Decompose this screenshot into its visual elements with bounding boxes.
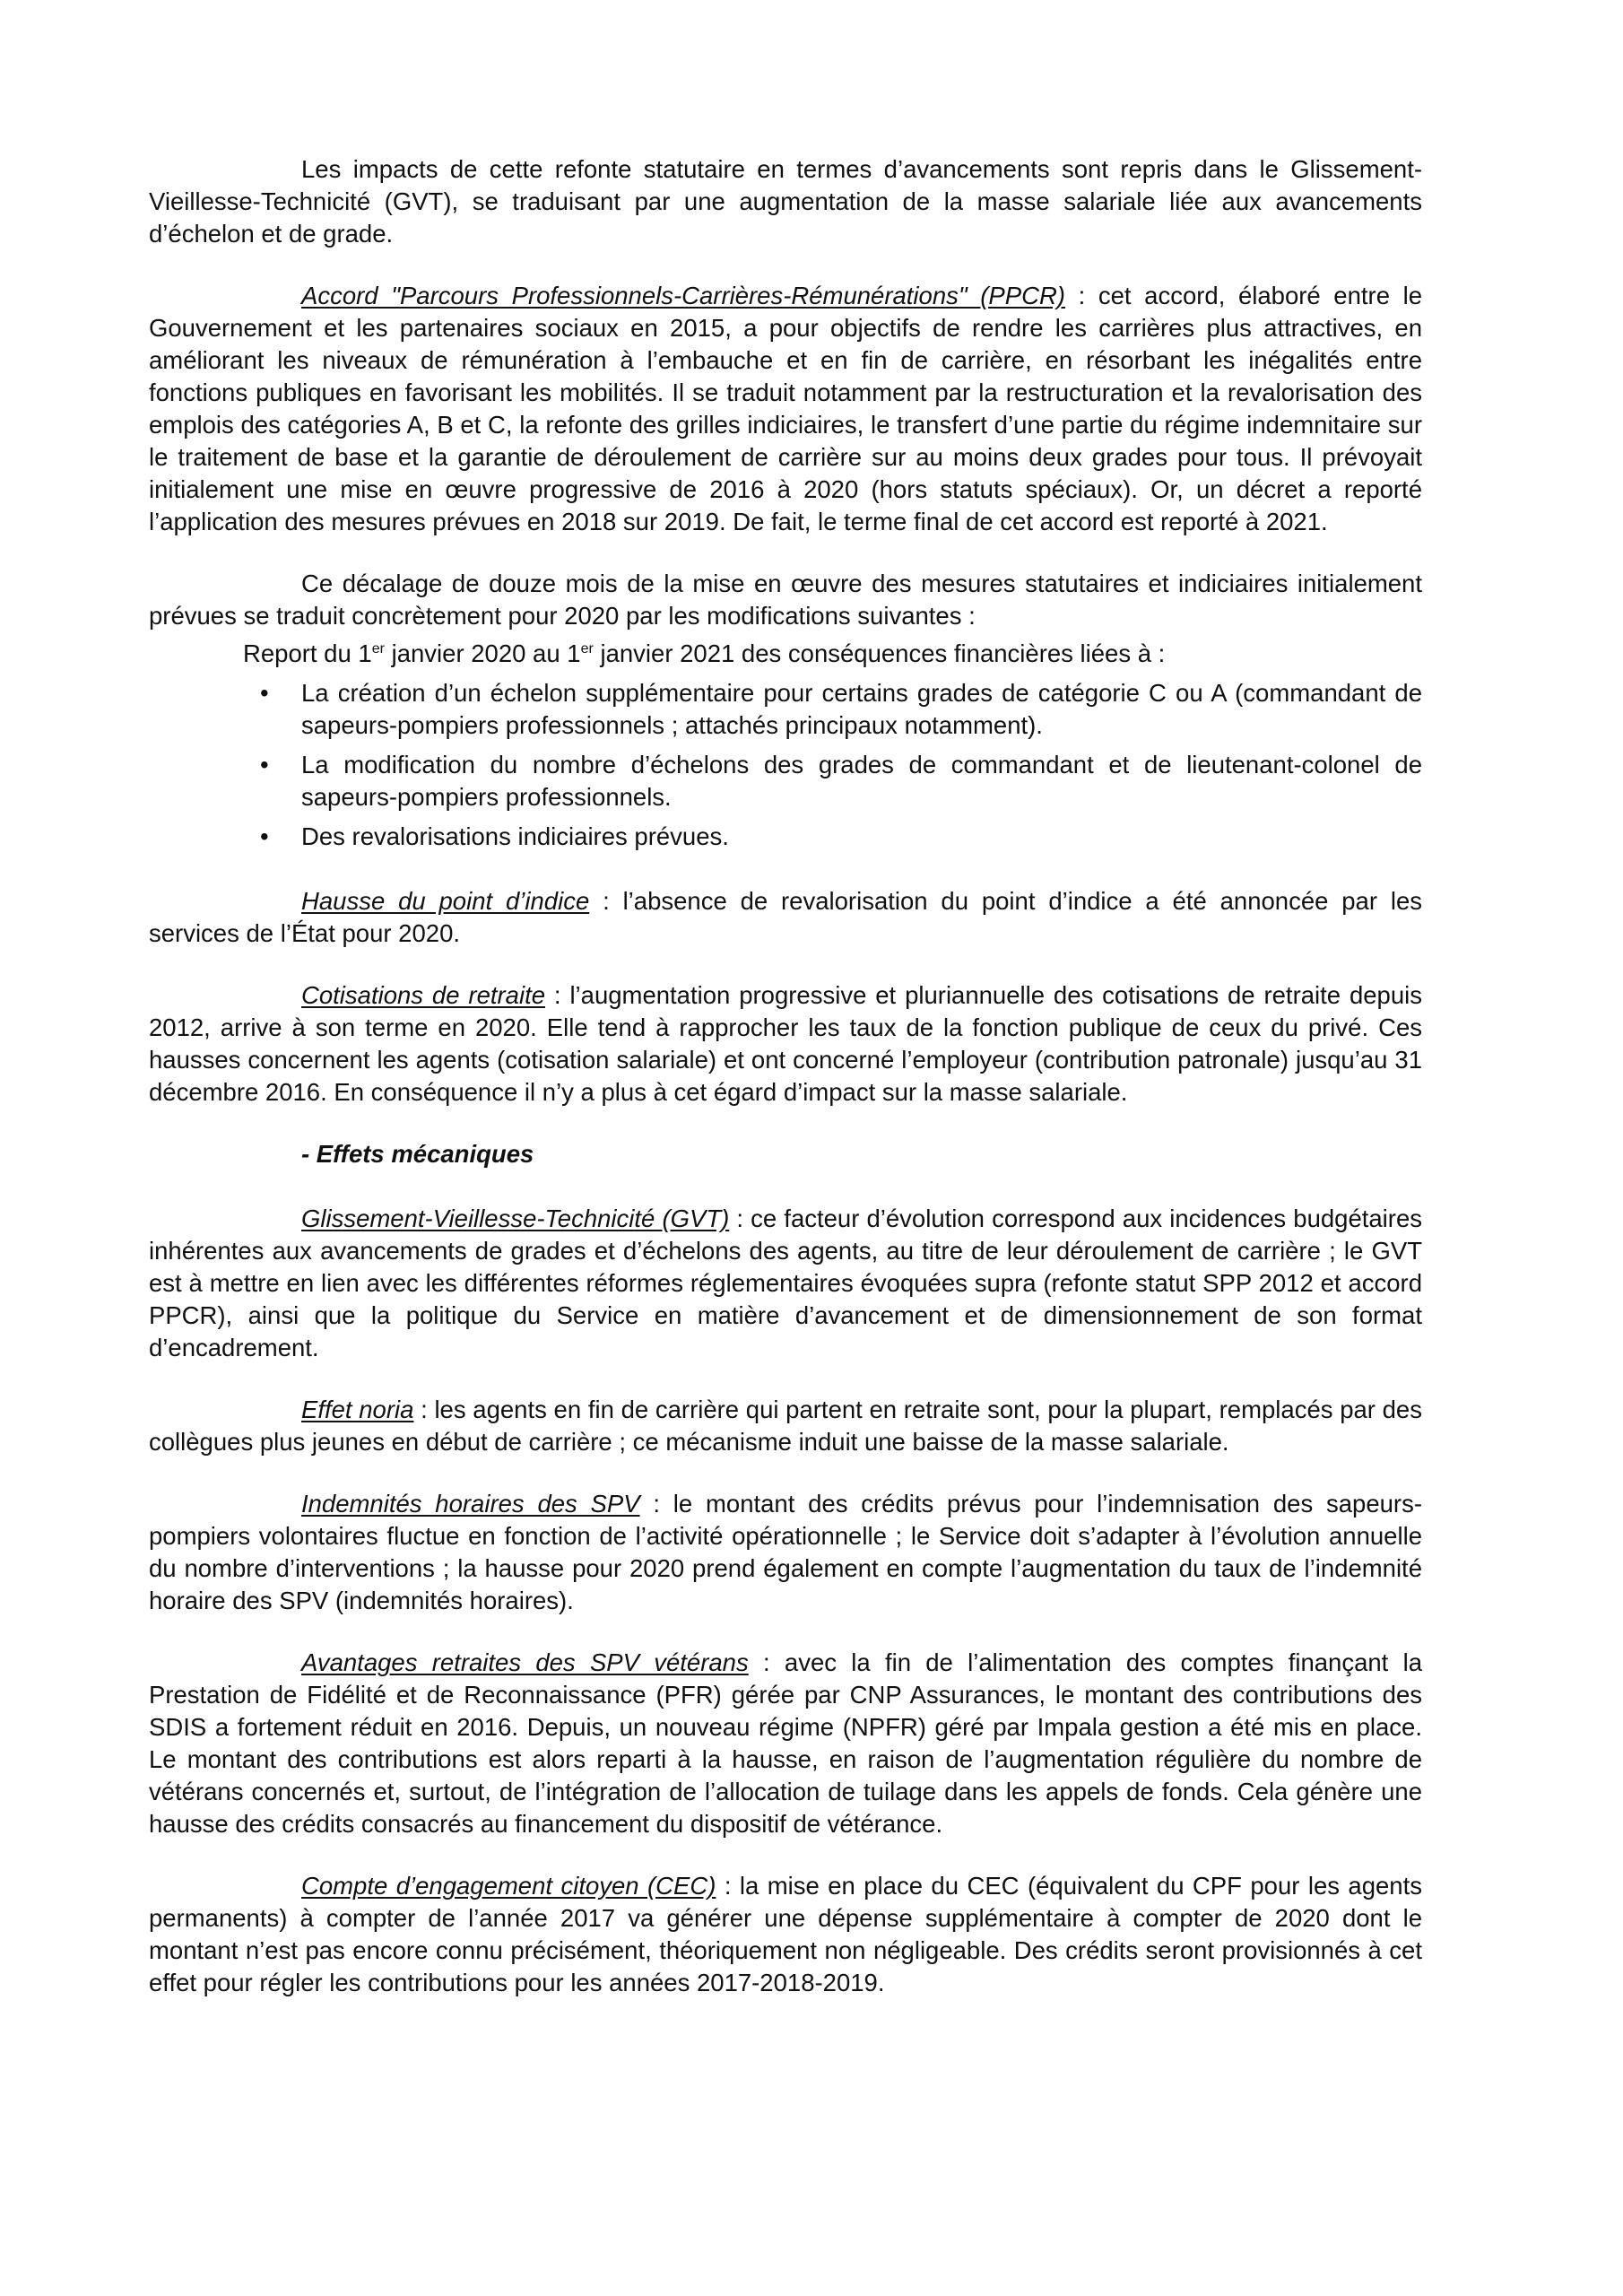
paragraph-indemnites-spv	[149, 1488, 1422, 1617]
term-indemnites-spv: Indemnités horaires des SPV	[301, 1490, 640, 1518]
list-item	[260, 677, 1422, 742]
bullet-icon: •	[260, 751, 269, 778]
paragraph-text: : le montant des crédits prévus pour l’indemnisation des sapeurs-pompiers volontaires fluctue en fonction de l’activité opérationnelle ; le Service doit s’adapter à l’évolution annuelle du nombre d’interventions ; la hausse pour 2020 prend également en compte l’augmentation du taux de l’indemnité horaire des SPV (indemnités horaires).	[149, 1490, 1422, 1614]
term-veterans: Avantages retraites des SPV vétérans	[301, 1648, 749, 1676]
document-page	[149, 153, 1422, 2029]
paragraph-text: : l’absence de revalorisation du point d’indice a été annoncée par les services de l’État pour 2020.	[149, 887, 1422, 947]
paragraph-decalage	[149, 568, 1422, 632]
paragraph-text: : l’augmentation progressive et pluriannuelle des cotisations de retraite depuis 2012, arrive à son terme en 2020. Elle tend à rapprocher les taux de la fonction publique de ceux du privé. Ces hausses concernent les agents (cotisation salariale) et ont concerné l’employeur (contribution patronale) jusqu’au 31 décembre 2016. En conséquence il n’y a plus à cet égard d’impact sur la masse salariale.	[149, 981, 1422, 1106]
paragraph-text: : cet accord, élaboré entre le Gouvernement et les partenaires sociaux en 2015, a pour objectifs de rendre les carrières plus attractives, en améliorant les niveaux de rémunération à l’embauche et en fin de carrière, en résorbant les inégalités entre fonctions publiques en favorisant les mobilités. Il se traduit notamment par la restructuration et la revalorisation des emplois des catégories A, B et C, la refonte des grilles indiciaires, le transfert d’une partie du régime indemnitaire sur le traitement de base et la garantie de déroulement de carrière sur au moins deux grades pour tous. Il prévoyait initialement une mise en œuvre progressive de 2016 à 2020 (hors statuts spéciaux). Or, un décret a reporté l’application des mesures prévues en 2018 sur 2019. De fait, le terme final de cet accord est reporté à 2021.	[149, 282, 1423, 535]
paragraph-refonte-impacts	[149, 153, 1422, 250]
paragraph-veterans	[149, 1647, 1422, 1840]
paragraph-noria	[149, 1394, 1422, 1458]
paragraph-cotisations	[149, 979, 1422, 1109]
report-line	[149, 638, 1422, 670]
term-point-indice: Hausse du point d’indice	[301, 887, 590, 915]
paragraph-cec	[149, 1870, 1422, 1999]
term-noria: Effet noria	[301, 1396, 414, 1423]
paragraph-text: : ce facteur d’évolution correspond aux incidences budgétaires inhérentes aux avancements de grades et d’échelons des agents, au titre de leur déroulement de carrière ; le GVT est à mettre en lien avec les différentes réformes réglementaires évoquées supra (refonte statut SPP 2012 et accord PPCR), ainsi que la politique du Service en matière d’avancement et de dimensionnement de son format d’encadrement.	[149, 1205, 1422, 1361]
list-item-text: Des revalorisations indiciaires prévues.	[301, 822, 729, 850]
report-text-2: janvier 2020 au 1	[384, 639, 581, 667]
term-cec: Compte d’engagement citoyen (CEC)	[301, 1872, 716, 1900]
paragraph-text: Les impacts de cette refonte statutaire en termes d’avancements sont repris dans le Glissement-Vieillesse-Technicité (GVT), se traduisant par une augmentation de la masse salariale liée aux avancements d’échelon et de grade.	[149, 155, 1422, 248]
paragraph-text: : les agents en fin de carrière qui partent en retraite sont, pour la plupart, remplacés par des collègues plus jeunes en début de carrière ; ce mécanisme induit une baisse de la masse salariale.	[149, 1396, 1422, 1456]
report-text-1: Report du 1	[243, 639, 372, 667]
bullet-icon: •	[260, 822, 269, 850]
paragraph-text: : avec la fin de l’alimentation des comptes finançant la Prestation de Fidélité et de Reconnaissance (PFR) gérée par CNP Assurances, le montant des contributions des SDIS a fortement réduit en 2016. Depuis, un nouveau régime (NPFR) géré par Impala gestion a été mis en place. Le montant des contributions est alors reparti à la hausse, en raison de l’augmentation régulière du nombre de vétérans concernés et, surtout, de l’intégration de l’allocation de tuilage dans les appels de fonds. Cela génère une hausse des crédits consacrés au financement du dispositif de vétérance.	[149, 1648, 1422, 1838]
section-heading-effets-mecaniques: - Effets mécaniques	[301, 1140, 534, 1168]
paragraph-text: : la mise en place du CEC (équivalent du CPF pour les agents permanents) à compter de l’année 2017 va générer une dépense supplémentaire à compter de 2020 dont le montant n’est pas encore connu précisément, théoriquement non négligeable. Des crédits seront provisionnés à cet effet pour régler les contributions pour les années 2017-2018-2019.	[149, 1872, 1422, 1996]
paragraph-gvt	[149, 1203, 1422, 1364]
paragraph-ppcr	[149, 280, 1422, 538]
paragraph-text: Ce décalage de douze mois de la mise en œuvre des mesures statutaires et indiciaires initialement prévues se traduit concrètement pour 2020 par les modifications suivantes :	[149, 570, 1422, 630]
superscript-er: er	[371, 641, 385, 657]
superscript-er: er	[580, 641, 594, 657]
list-item-text: La création d’un échelon supplémentaire pour certains grades de catégorie C ou A (commandant de sapeurs-pompiers professionnels ; attachés principaux notamment).	[301, 679, 1422, 739]
list-item	[260, 749, 1422, 813]
list-item	[260, 821, 1422, 853]
bullet-list	[149, 677, 1422, 853]
bullet-icon: •	[260, 679, 269, 707]
list-item-text: La modification du nombre d’échelons des grades de commandant et de lieutenant-colonel de sapeurs-pompiers professionnels.	[301, 751, 1422, 811]
term-gvt: Glissement-Vieillesse-Technicité (GVT)	[301, 1205, 730, 1232]
report-text-3: janvier 2021 des conséquences financières liées à :	[593, 639, 1166, 667]
term-ppcr: Accord "Parcours Professionnels-Carrières-Rémunérations" (PPCR)	[301, 282, 1065, 309]
paragraph-point-indice	[149, 885, 1422, 950]
term-cotisations: Cotisations de retraite	[301, 981, 546, 1009]
